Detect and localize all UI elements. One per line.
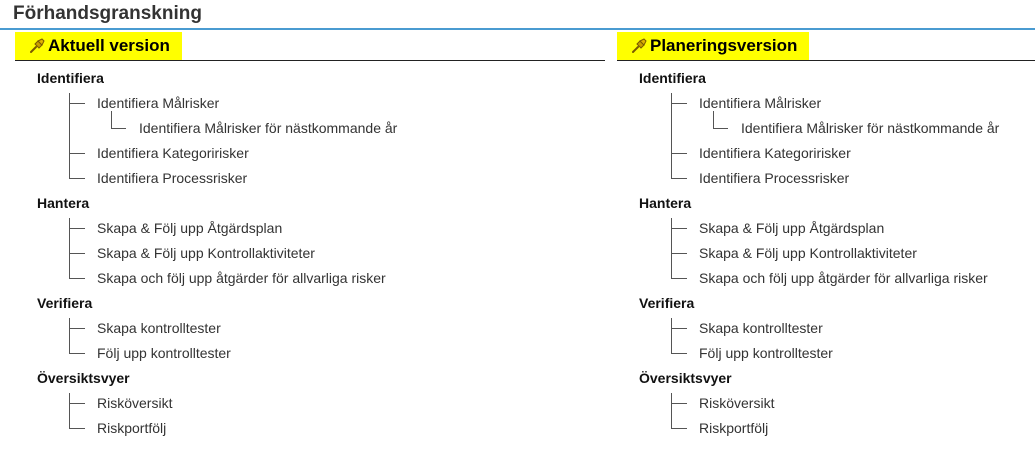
- tree-item[interactable]: Identifiera Processrisker: [97, 170, 248, 186]
- tree-subitem[interactable]: Identifiera Målrisker för nästkommande år: [741, 120, 1000, 136]
- group-title: Identifiera: [37, 70, 104, 86]
- tree-connector: [671, 103, 687, 104]
- tree-item[interactable]: Identifiera Målrisker: [699, 95, 822, 111]
- tree-item[interactable]: Identifiera Kategoririsker: [699, 145, 851, 161]
- panel-header: [15, 32, 182, 60]
- panel-current-version: [15, 32, 605, 451]
- tree-item[interactable]: Skapa och följ upp åtgärder för allvarliga risker: [97, 270, 386, 286]
- group-title: Översiktsvyer: [639, 370, 732, 386]
- tree-connector: [69, 403, 85, 404]
- group-title: Översiktsvyer: [37, 370, 130, 386]
- tree-connector: [69, 218, 70, 278]
- tree-connector: [69, 318, 70, 353]
- tree-connector: [69, 93, 70, 178]
- tree-item[interactable]: Identifiera Kategoririsker: [97, 145, 249, 161]
- tree-connector: [69, 328, 85, 329]
- tree-connector: [69, 103, 85, 104]
- tree-item[interactable]: Identifiera Processrisker: [699, 170, 850, 186]
- pin-icon[interactable]: [630, 37, 648, 55]
- tree-connector: [671, 428, 687, 429]
- tree-connector: [69, 153, 85, 154]
- tree-connector: [671, 403, 687, 404]
- tree-connector: [671, 278, 687, 279]
- tree-connector: [69, 428, 85, 429]
- panel-divider: [617, 60, 1035, 61]
- tree-connector: [111, 128, 126, 129]
- tree-item[interactable]: Skapa & Följ upp Åtgärdsplan: [97, 220, 283, 236]
- tree-item[interactable]: Riskportfölj: [97, 420, 167, 436]
- tree-connector: [111, 111, 112, 128]
- panel-divider: [15, 60, 605, 61]
- tree-connector: [713, 111, 714, 128]
- tree-item[interactable]: Följ upp kontrolltester: [699, 345, 833, 361]
- tree-connector: [671, 228, 687, 229]
- group-title: Hantera: [37, 195, 90, 211]
- tree-connector: [671, 253, 687, 254]
- panel-planning-version: [617, 32, 1035, 451]
- tree-connector: [671, 393, 672, 428]
- page-title: Förhandsgranskning: [13, 3, 202, 24]
- tree-item[interactable]: Skapa & Följ upp Kontrollaktiviteter: [97, 245, 315, 261]
- tree-connector: [671, 178, 687, 179]
- tree-connector: [671, 353, 687, 354]
- tree-connector: [69, 228, 85, 229]
- group-title: Verifiera: [639, 295, 695, 311]
- tree-item[interactable]: Skapa och följ upp åtgärder för allvarliga risker: [699, 270, 988, 286]
- tree-connector: [671, 153, 687, 154]
- group-title: Hantera: [639, 195, 692, 211]
- tree-subitem[interactable]: Identifiera Målrisker för nästkommande år: [139, 120, 398, 136]
- tree-connector: [69, 353, 85, 354]
- tree-item[interactable]: Risköversikt: [97, 395, 173, 411]
- group-title: Verifiera: [37, 295, 93, 311]
- tree-connector: [713, 128, 728, 129]
- tree-connector: [671, 218, 672, 278]
- tree-connector: [69, 393, 70, 428]
- panel-title: Aktuell version: [48, 36, 170, 55]
- tree-item[interactable]: Följ upp kontrolltester: [97, 345, 231, 361]
- group-title: Identifiera: [639, 70, 706, 86]
- tree-item[interactable]: Riskportfölj: [699, 420, 769, 436]
- title-divider: [0, 28, 1035, 30]
- tree-connector: [69, 253, 85, 254]
- tree-item[interactable]: Skapa & Följ upp Åtgärdsplan: [699, 220, 885, 236]
- tree-item[interactable]: Skapa kontrolltester: [699, 320, 823, 336]
- tree-connector: [671, 318, 672, 353]
- tree-item[interactable]: Skapa kontrolltester: [97, 320, 221, 336]
- pin-icon[interactable]: [28, 37, 46, 55]
- tree-item[interactable]: Identifiera Målrisker: [97, 95, 220, 111]
- tree-connector: [671, 328, 687, 329]
- tree-connector: [671, 93, 672, 178]
- tree-item[interactable]: Skapa & Följ upp Kontrollaktiviteter: [699, 245, 917, 261]
- tree-connector: [69, 278, 85, 279]
- tree-connector: [69, 178, 85, 179]
- panel-header: [617, 32, 809, 60]
- panel-title: Planeringsversion: [650, 36, 798, 55]
- tree-item[interactable]: Risköversikt: [699, 395, 775, 411]
